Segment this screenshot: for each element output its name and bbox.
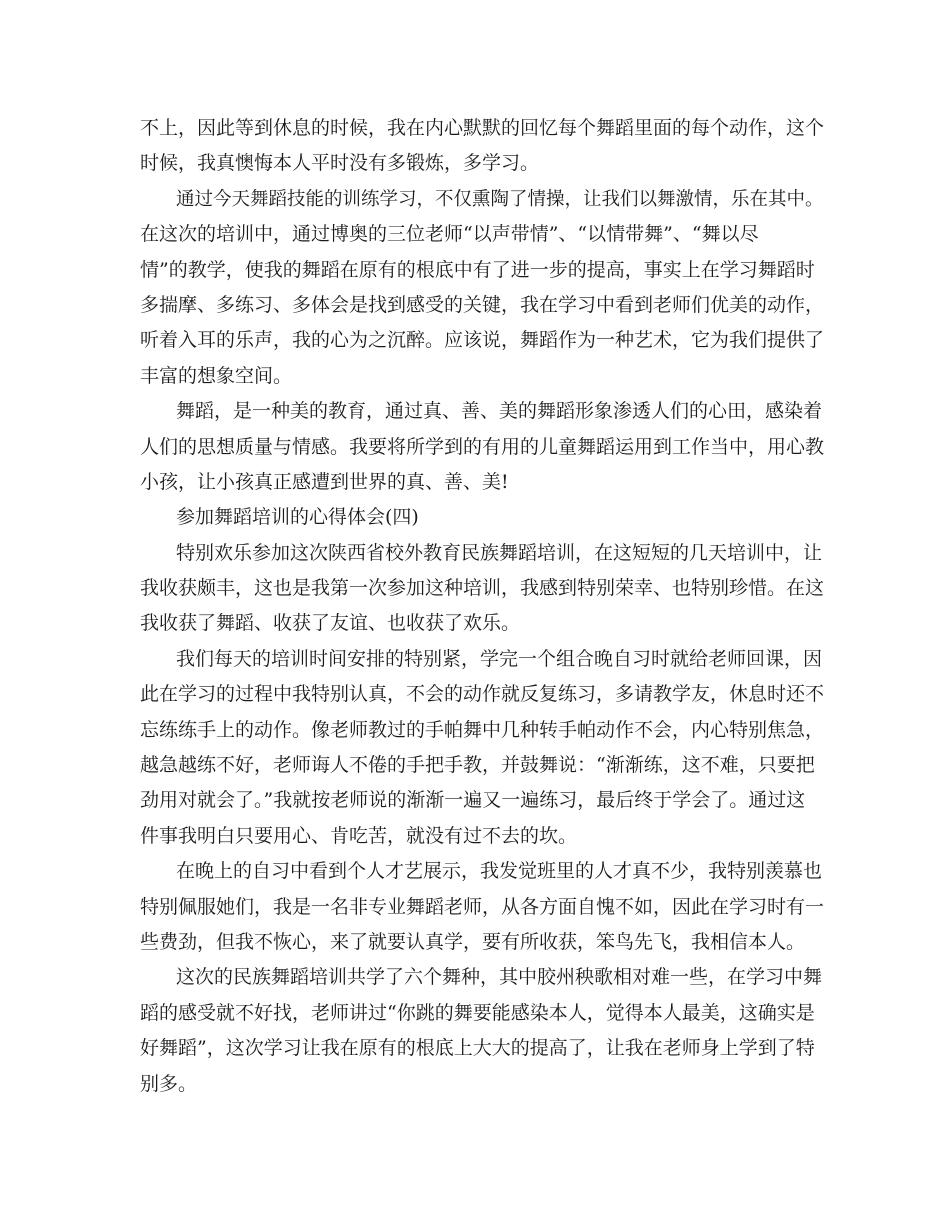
- text-line: 小孩，让小孩真正感遭到世界的真、善、美!: [140, 470, 509, 493]
- text-line: 在晚上的自习中看到个人才艺展示，我发觉班里的人才真不少，我特别羡慕也: [176, 860, 823, 883]
- text-line: 情”的教学，使我的舞蹈在原有的根底中有了进一步的提高，事实上在学习舞蹈时: [140, 258, 815, 281]
- text-line: 些费劲，但我不恢心，来了就要认真学，要有所收获，笨鸟先飞，我相信本人。: [140, 930, 806, 953]
- text-line: 劲用对就会了。”我就按老师说的渐渐一遍又一遍练习，最后终于学会了。通过这: [140, 789, 806, 812]
- text-line: 参加舞蹈培训的心得体会(四): [176, 506, 419, 529]
- text-line: 忘练练手上的动作。像老师教过的手帕舞中几种转手帕动作不会，内心特别焦急，: [140, 718, 825, 741]
- text-line: 我收获颇丰，这也是我第一次参加这种培训，我感到特别荣幸、也特别珍惜。在这: [140, 577, 825, 600]
- text-line: 舞蹈，是一种美的教育，通过真、善、美的舞蹈形象渗透人们的心田，感染着: [176, 400, 823, 423]
- text-line: 特别欢乐参加这次陕西省校外教育民族舞蹈培训，在这短短的几天培训中，让: [176, 541, 823, 564]
- text-line: 别多。: [140, 1072, 198, 1095]
- text-line: 人们的思想质量与情感。我要将所学到的有用的儿童舞蹈运用到工作当中，用心教: [140, 435, 825, 458]
- text-line: 好舞蹈”，这次学习让我在原有的根底上大大的提高了，让我在老师身上学到了特: [140, 1037, 815, 1060]
- text-line: 时候，我真懊悔本人平时没有多锻炼，多学习。: [140, 152, 540, 175]
- text-line: 我收获了舞蹈、收获了友谊、也收获了欢乐。: [140, 612, 521, 635]
- text-line: 蹈的感受就不好找，老师讲过“你跳的舞要能感染本人，觉得本人最美，这确实是: [140, 1001, 815, 1024]
- text-line: 在这次的培训中，通过博奥的三位老师“以声带情”、“以情带舞”、“舞以尽: [140, 223, 759, 246]
- text-line: 这次的民族舞蹈培训共学了六个舞种，其中胶州秧歌相对难一些，在学习中舞: [176, 966, 823, 989]
- text-line: 多揣摩、多练习、多体会是找到感受的关键，我在学习中看到老师们优美的动作，: [140, 293, 825, 316]
- text-line: 通过今天舞蹈技能的训练学习，不仅熏陶了情操，让我们以舞激情，乐在其中。: [176, 188, 824, 210]
- text-line: 件事我明白只要用心、肯吃苦，就没有过不去的坎。: [140, 824, 578, 847]
- text-line: 我们每天的培训时间安排的特别紧，学完一个组合晚自习时就给老师回课，因: [176, 647, 823, 670]
- text-line: 不上，因此等到休息的时候，我在内心默默的回忆每个舞蹈里面的每个动作，这个: [140, 117, 825, 139]
- text-line: 越急越练不好，老师诲人不倦的手把手教，并鼓舞说：“渐渐练，这不难，只要把: [140, 754, 815, 777]
- text-line: 特别佩服她们，我是一名非专业舞蹈老师，从各方面自愧不如，因此在学习时有一: [140, 895, 825, 918]
- text-line: 听着入耳的乐声，我的心为之沉醉。应该说，舞蹈作为一种艺术，它为我们提供了: [140, 329, 825, 352]
- text-line: 此在学习的过程中我特别认真，不会的动作就反复练习，多请教学友，休息时还不: [140, 683, 825, 706]
- text-line: 丰富的想象空间。: [140, 364, 293, 387]
- document-body: [140, 111, 825, 1102]
